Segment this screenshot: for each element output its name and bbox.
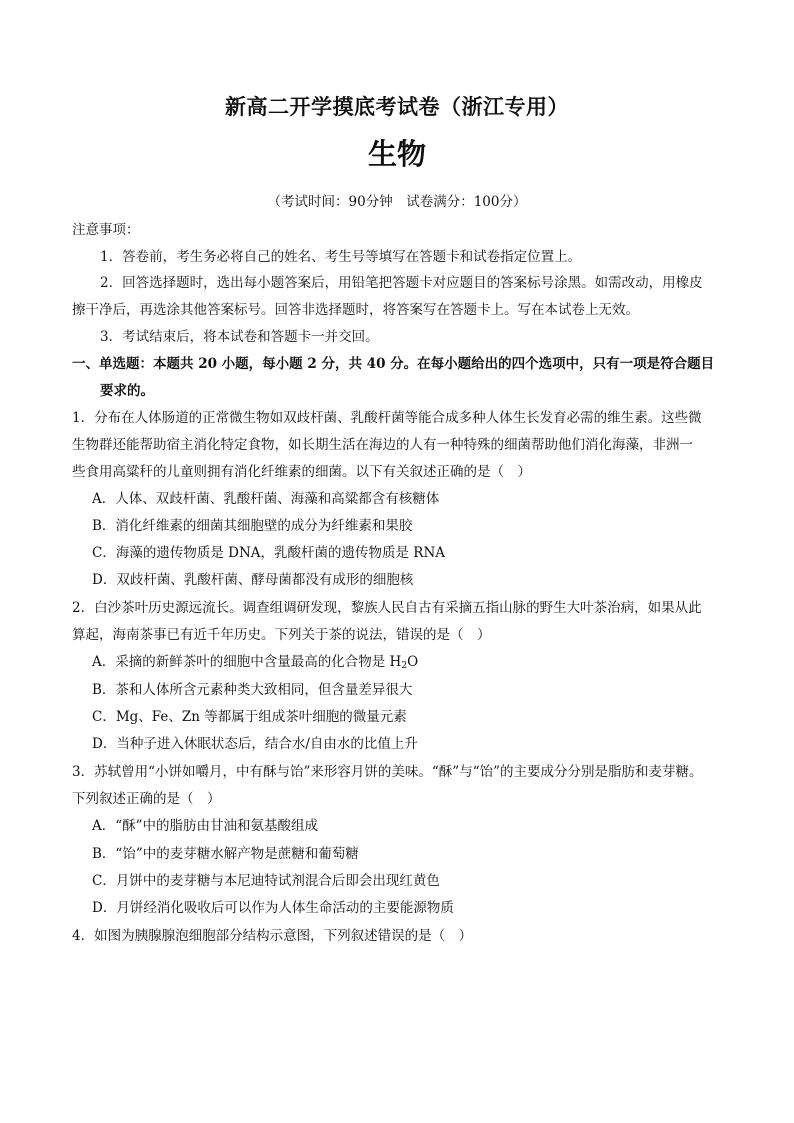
question-4-line-1: 4．如图为胰腺腺泡细胞部分结构示意图，下列叙述错误的是（ ） — [72, 928, 473, 944]
question-3-option-a: A．“酥”中的脂肪由甘油和氨基酸组成 — [92, 818, 319, 834]
question-3-line-2: 下列叙述正确的是（ ） — [72, 791, 221, 807]
question-1-line-1: 1．分布在人体肠道的正常微生物如双歧杆菌、乳酸杆菌等能合成多种人体生长发育必需的维生素。这些微 — [72, 410, 702, 426]
subject-title: 生物 — [367, 137, 426, 171]
question-1-option-d: D．双歧杆菌、乳酸杆菌、酵母菌都没有成形的细胞核 — [92, 572, 414, 588]
question-2-line-2: 算起，海南茶事已有近千年历史。下列关于茶的说法，错误的是（ ） — [72, 627, 491, 643]
question-2-option-c: C．Mg、Fe、Zn 等都属于组成茶叶细胞的微量元素 — [92, 709, 407, 725]
question-2-option-b: B．茶和人体所含元素种类大致相同，但含量差异很大 — [92, 682, 413, 698]
question-3-option-c: C．月饼中的麦芽糖与本尼迪特试剂混合后即会出现红黄色 — [92, 873, 440, 889]
question-3-line-1: 3．苏轼曾用“小饼如嚼月，中有酥与饴”来形容月饼的美味。“酥”与“饴”的主要成分分别是脂肪和麦芽糖。 — [72, 764, 703, 780]
question-3-option-b: B．“饴”中的麦芽糖水解产物是蔗糖和葡萄糖 — [92, 846, 359, 862]
exam-title: 新高二开学摸底考试卷（浙江专用） — [225, 95, 569, 119]
exam-info: （考试时间：90分钟 试卷满分：100分） — [267, 194, 527, 210]
question-1-option-b: B．消化纤维素的细菌其细胞壁的成分为纤维素和果胶 — [92, 518, 413, 534]
question-1-line-3: 些食用高粱秆的儿童则拥有消化纤维素的细菌。以下有关叙述正确的是（ ） — [72, 464, 531, 480]
notice-item-3: 3．考试结束后，将本试卷和答题卡一并交回。 — [100, 329, 379, 345]
question-1-option-a: A．人体、双歧杆菌、乳酸杆菌、海藻和高粱都含有核糖体 — [92, 491, 440, 507]
notice-heading: 注意事项： — [72, 222, 140, 238]
question-2-option-a-suffix: O — [407, 654, 419, 670]
question-1-option-c: C．海藻的遗传物质是 DNA，乳酸杆菌的遗传物质是 RNA — [92, 545, 446, 561]
section-heading-line-2: 要求的。 — [100, 383, 154, 399]
question-1-line-2: 生物群还能帮助宿主消化特定食物，如长期生活在海边的人有一种特殊的细菌帮助他们消化海藻，非洲一 — [72, 437, 693, 453]
section-heading-line-1: 一、单选题：本题共 20 小题，每小题 2 分，共 40 分。在每小题给出的四个选项中，只有一项是符合题目 — [72, 356, 715, 372]
notice-item-2-line-2: 擦干净后，再选涂其他答案标号。回答非选择题时，将答案写在答题卡上。写在本试卷上无效。 — [72, 302, 639, 318]
question-2-option-a-subscript: 2 — [401, 661, 408, 671]
question-2-option-d: D．当种子进入休眠状态后，结合水/自由水的比值上升 — [92, 736, 418, 752]
notice-item-2-line-1: 2．回答选择题时，选出每小题答案后，用铅笔把答题卡对应题目的答案标号涂黑。如需改动，用橡皮 — [100, 275, 703, 291]
notice-item-1: 1．答卷前，考生务必将自己的姓名、考生号等填写在答题卡和试卷指定位置上。 — [100, 249, 582, 265]
question-2-option-a-prefix: A．采摘的新鲜茶叶的细胞中含量最高的化合物是 H — [92, 654, 402, 670]
question-3-option-d: D．月饼经消化吸收后可以作为人体生命活动的主要能源物质 — [92, 900, 454, 916]
question-2-line-1: 2．白沙茶叶历史源远流长。调查组调研发现，黎族人民自古有采摘五指山脉的野生大叶茶治病，如果从此 — [72, 600, 702, 616]
question-2-option-a — [92, 652, 418, 672]
